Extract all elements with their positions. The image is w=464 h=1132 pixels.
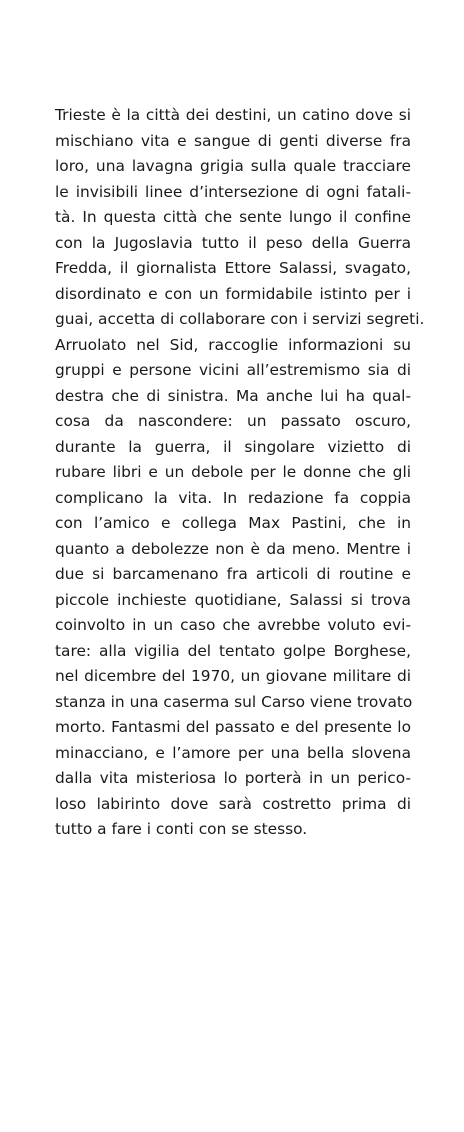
description-line: morto. Fantasmi del passato e del presente lo (55, 718, 411, 736)
description-line: disordinato e con un formidabile istinto per i (55, 284, 411, 303)
description-line: complicano la vita. In redazione fa coppia (55, 488, 411, 507)
description-line: quanto a debolezze non è da meno. Mentre i (55, 539, 411, 558)
description-line: destra che di sinistra. Ma anche lui ha qual- (55, 386, 411, 405)
description-line: mischiano vita e sangue di genti diverse fra (55, 131, 411, 150)
description-line: tare: alla vigilia del tentato golpe Borghese, (55, 641, 411, 660)
description-line: due si barcamenano fra articoli di routine e (55, 565, 411, 583)
description-line: gruppi e persone vicini all’estremismo sia di (55, 361, 411, 379)
description-line: nel dicembre del 1970, un giovane militare di (55, 667, 411, 685)
description-line: con la Jugoslavia tutto il peso della Guerra (55, 233, 411, 252)
description-line: loro, una lavagna grigia sulla quale tracciare (55, 157, 411, 175)
description-line: Arruolato nel Sid, raccoglie informazioni su (55, 335, 411, 354)
description-line: loso labirinto dove sarà costretto prima di (55, 794, 411, 813)
description-line: rubare libri e un debole per le donne che gli (55, 463, 411, 481)
description-line: coinvolto in un caso che avrebbe voluto evi- (55, 616, 411, 634)
description-line: stanza in una caserma sul Carso viene trovato (55, 692, 413, 711)
description-line: tutto a fare i conti con se stesso. (55, 820, 308, 838)
book-description (55, 103, 425, 843)
description-line: guai, accetta di collaborare con i servizi segreti. (55, 310, 425, 328)
description-line: minacciano, e l’amore per una bella slovena (55, 743, 411, 762)
description-line: Trieste è la città dei destini, un catino dove si (55, 106, 411, 124)
description-line: tà. In questa città che sente lungo il confine (55, 208, 411, 226)
description-line: piccole inchieste quotidiane, Salassi si trova (55, 590, 411, 609)
description-line: durante la guerra, il singolare vizietto di (55, 437, 411, 456)
description-line: con l’amico e collega Max Pastini, che in (55, 514, 411, 532)
description-line: cosa da nascondere: un passato oscuro, (55, 412, 411, 430)
description-line: Fredda, il giornalista Ettore Salassi, svagato, (55, 259, 411, 277)
description-line: le invisibili linee d’intersezione di ogni fatali- (55, 182, 411, 201)
description-line: dalla vita misteriosa lo porterà in un perico- (55, 769, 411, 787)
